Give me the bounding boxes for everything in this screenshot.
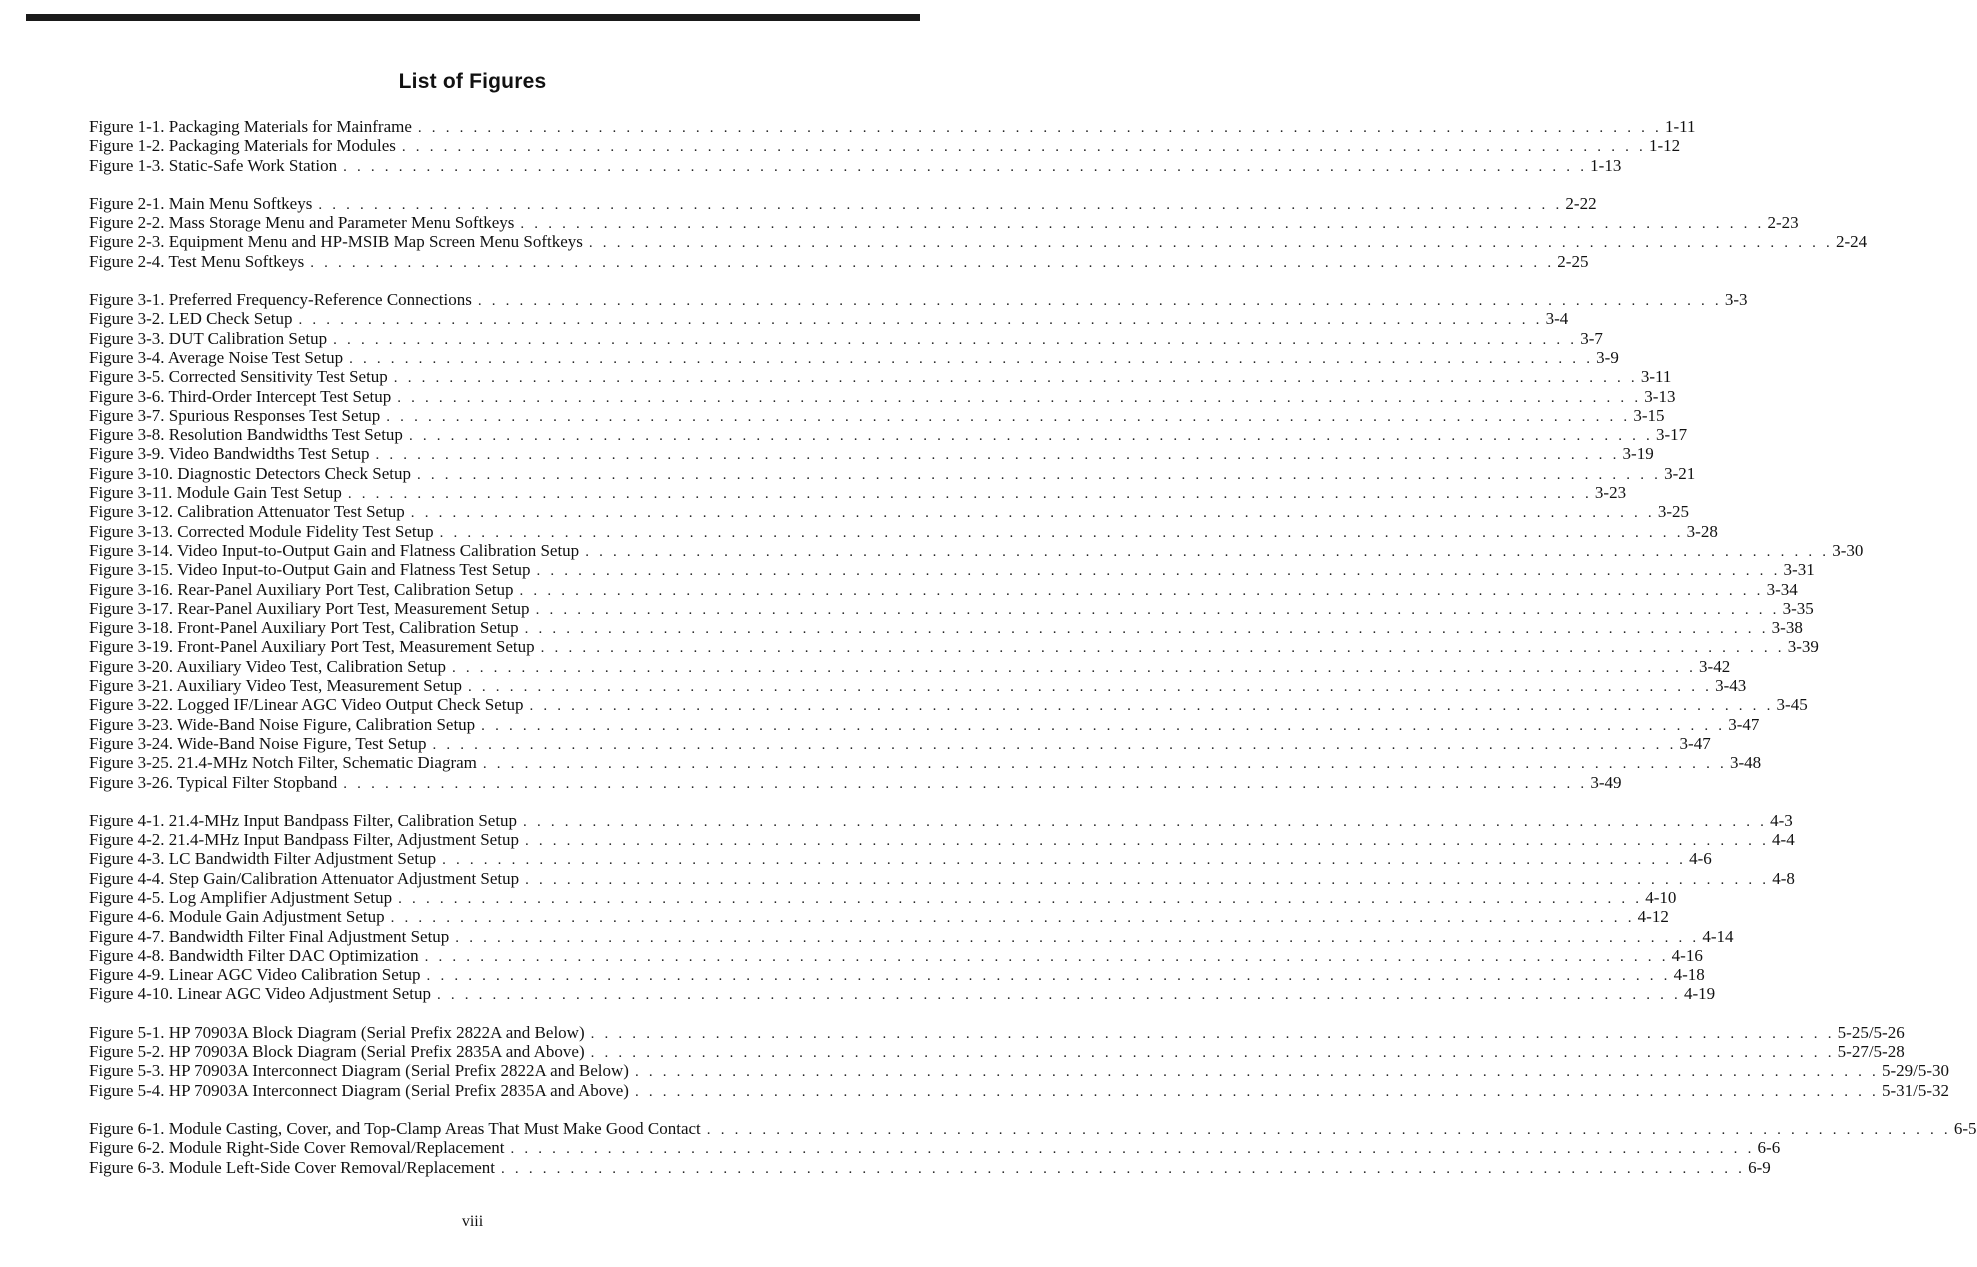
figure-entry[interactable] [89,1138,1781,1158]
figure-entry[interactable] [89,444,1654,464]
figure-label: Figure 4-8. Bandwidth Filter DAC Optimization [89,945,419,965]
dot-leader: . . . . . . . . . . . . . . . . . . . . . . . . . . . . . . . . . . . . . . . . . . . . . . . . . . . . . . . . . . . . . . . . . . . . . . . . . . . . . . . . . . . . . . . . . . [424,948,1669,965]
figure-label: Figure 3-5. Corrected Sensitivity Test Setup [89,367,388,387]
figure-label: Figure 3-3. DUT Calibration Setup [89,328,328,348]
figure-entry[interactable] [89,425,1688,445]
figure-page-ref: 4-6 [1689,849,1712,869]
figure-entry[interactable] [89,656,1731,676]
figure-page-ref: 2-22 [1565,193,1597,213]
figure-page-ref: 3-13 [1644,386,1676,406]
dot-leader: . . . . . . . . . . . . . . . . . . . . . . . . . . . . . . . . . . . . . . . . . . . . . . . . . . . . . . . . . . . . . . . . . . . . . . . . . . . . . . . . . . . . . . . . . . [333,331,1578,348]
figure-page-ref: 3-48 [1729,753,1762,773]
figure-entry[interactable] [89,290,1748,310]
figure-entry[interactable] [89,849,1712,869]
dot-leader: . . . . . . . . . . . . . . . . . . . . . . . . . . . . . . . . . . . . . . . . . . . . . . . . . . . . . . . . . . . . . . . . . . . . . . . . . . . . . . . . . . . . . . . . . . [318,196,1563,213]
figure-group [89,290,1864,792]
figure-label: Figure 3-12. Calibration Attenuator Test Setup [89,502,405,522]
figure-entry[interactable] [89,328,1603,348]
figure-label: Figure 6-2. Module Right-Side Cover Removal/Replacement [89,1138,505,1158]
figure-entry[interactable] [89,386,1676,406]
dot-leader: . . . . . . . . . . . . . . . . . . . . . . . . . . . . . . . . . . . . . . . . . . . . . . . . . . . . . . . . . . . . . . . . . . . . . . . . . . . . . . . . . . . . . . . . . . [393,370,1638,387]
dot-leader: . . . . . . . . . . . . . . . . . . . . . . . . . . . . . . . . . . . . . . . . . . . . . . . . . . . . . . . . . . . . . . . . . . . . . . . . . . . . . . . . . . . . . . . . . . [432,736,1677,753]
figure-page-ref: 3-19 [1622,444,1654,464]
figure-group [89,1118,1977,1177]
figure-label: Figure 3-19. Front-Panel Auxiliary Port Test, Measurement Setup [89,637,535,657]
figure-entry[interactable] [89,521,1718,541]
figure-label: Figure 4-7. Bandwidth Filter Final Adjustment Setup [89,926,450,946]
dot-leader: . . . . . . . . . . . . . . . . . . . . . . . . . . . . . . . . . . . . . . . . . . . . . . . . . . . . . . . . . . . . . . . . . . . . . . . . . . . . . . . . . . . . . . . . . . [536,563,1781,580]
figure-label: Figure 4-10. Linear AGC Video Adjustment Setup [89,984,431,1004]
figure-label: Figure 3-22. Logged IF/Linear AGC Video Output Check Setup [89,695,524,715]
figure-label: Figure 3-9. Video Bandwidths Test Setup [89,444,370,464]
dot-leader: . . . . . . . . . . . . . . . . . . . . . . . . . . . . . . . . . . . . . . . . . . . . . . . . . . . . . . . . . . . . . . . . . . . . . . . . . . . . . . . . . . . . . . . . . . [706,1121,1951,1138]
dot-leader: . . . . . . . . . . . . . . . . . . . . . . . . . . . . . . . . . . . . . . . . . . . . . . . . . . . . . . . . . . . . . . . . . . . . . . . . . . . . . . . . . . . . . . . . . . [482,756,1727,773]
figure-label: Figure 4-3. LC Bandwidth Filter Adjustment Setup [89,849,437,869]
figure-page-ref: 4-19 [1684,984,1716,1004]
dot-leader: . . . . . . . . . . . . . . . . . . . . . . . . . . . . . . . . . . . . . . . . . . . . . . . . . . . . . . . . . . . . . . . . . . . . . . . . . . . . . . . . . . . . . . . . . . [397,389,1642,406]
figure-label: Figure 3-2. LED Check Setup [89,309,293,329]
figure-label: Figure 3-14. Video Input-to-Output Gain and Flatness Calibration Setup [89,540,580,560]
figure-page-ref: 6-6 [1757,1138,1781,1158]
dot-leader: . . . . . . . . . . . . . . . . . . . . . . . . . . . . . . . . . . . . . . . . . . . . . . . . . . . . . . . . . . . . . . . . . . . . . . . . . . . . . . . . . . . . . . . . . . [417,466,1662,483]
figure-page-ref: 4-12 [1637,907,1669,927]
figure-label: Figure 4-9. Linear AGC Video Calibration Setup [89,965,421,985]
figure-entry[interactable] [89,483,1627,503]
dot-leader: . . . . . . . . . . . . . . . . . . . . . . . . . . . . . . . . . . . . . . . . . . . . . . . . . . . . . . . . . . . . . . . . . . . . . . . . . . . . . . . . . . . . . . . . . . [519,582,1764,599]
dot-leader: . . . . . . . . . . . . . . . . . . . . . . . . . . . . . . . . . . . . . . . . . . . . . . . . . . . . . . . . . . . . . . . . . . . . . . . . . . . . . . . . . . . . . . . . . . [401,139,1646,156]
figure-entry[interactable] [89,1042,1905,1062]
figure-page-ref: 6-9 [1748,1157,1771,1177]
figure-label: Figure 6-1. Module Casting, Cover, and Top-Clamp Areas That Must Make Good Contact [89,1118,701,1138]
figure-page-ref: 2-25 [1557,251,1589,271]
dot-leader: . . . . . . . . . . . . . . . . . . . . . . . . . . . . . . . . . . . . . . . . . . . . . . . . . . . . . . . . . . . . . . . . . . . . . . . . . . . . . . . . . . . . . . . . . . [426,968,1671,985]
figure-page-ref: 1-11 [1664,117,1696,136]
figure-label: Figure 3-6. Third-Order Intercept Test Setup [89,386,392,406]
figure-entry[interactable] [89,945,1703,965]
dot-leader: . . . . . . . . . . . . . . . . . . . . . . . . . . . . . . . . . . . . . . . . . . . . . . . . . . . . . . . . . . . . . . . . . . . . . . . . . . . . . . . . . . . . . . . . . . [590,1025,1835,1042]
dot-leader: . . . . . . . . . . . . . . . . . . . . . . . . . . . . . . . . . . . . . . . . . . . . . . . . . . . . . . . . . . . . . . . . . . . . . . . . . . . . . . . . . . . . . . . . . . [634,1064,1880,1081]
figure-entry[interactable] [89,926,1734,946]
figure-page-ref: 2-24 [1835,232,1868,252]
figure-label: Figure 5-1. HP 70903A Block Diagram (Serial Prefix 2822A and Below) [89,1022,585,1042]
figure-label: Figure 3-20. Auxiliary Video Test, Calibration Setup [89,656,446,676]
figure-entry[interactable] [89,714,1760,734]
figure-page-ref: 3-35 [1782,598,1814,618]
figure-entry[interactable] [89,1061,1950,1081]
figure-entry[interactable] [89,810,1793,830]
figure-entry[interactable] [89,540,1864,560]
figure-entry[interactable] [89,887,1677,907]
figure-page-ref: 3-11 [1640,367,1672,387]
figure-page-ref: 4-4 [1772,830,1795,850]
dot-leader: . . . . . . . . . . . . . . . . . . . . . . . . . . . . . . . . . . . . . . . . . . . . . . . . . . . . . . . . . . . . . . . . . . . . . . . . . . . . . . . . . . . . . . . . . . [436,987,1682,1004]
figure-label: Figure 3-1. Preferred Frequency-Reference Connections [89,290,472,310]
dot-leader: . . . . . . . . . . . . . . . . . . . . . . . . . . . . . . . . . . . . . . . . . . . . . . . . . . . . . . . . . . . . . . . . . . . . . . . . . . . . . . . . . . . . . . . . . . [343,775,1588,792]
figure-page-ref: 3-39 [1787,637,1819,657]
page-title: List of Figures [398,70,547,93]
dot-leader: . . . . . . . . . . . . . . . . . . . . . . . . . . . . . . . . . . . . . . . . . . . . . . . . . . . . . . . . . . . . . . . . . . . . . . . . . . . . . . . . . . . . . . . . . . [417,120,1662,136]
dot-leader: . . . . . . . . . . . . . . . . . . . . . . . . . . . . . . . . . . . . . . . . . . . . . . . . . . . . . . . . . . . . . . . . . . . . . . . . . . . . . . . . . . . . . . . . . . [481,717,1726,734]
figure-label: Figure 3-24. Wide-Band Noise Figure, Test Setup [89,733,427,753]
figure-label: Figure 4-2. 21.4-MHz Input Bandpass Filter, Adjustment Setup [89,830,519,850]
figure-page-ref: 4-8 [1772,868,1795,888]
figure-label: Figure 1-3. Static-Safe Work Station [89,155,338,175]
figure-page-ref: 3-15 [1633,405,1665,425]
figure-page-ref: 3-23 [1594,483,1627,503]
figure-label: Figure 5-2. HP 70903A Block Diagram (Serial Prefix 2835A and Above) [89,1042,585,1062]
figure-page-ref: 5-29/5-30 [1882,1061,1950,1081]
figure-label: Figure 3-11. Module Gain Test Setup [89,483,342,503]
dot-leader: . . . . . . . . . . . . . . . . . . . . . . . . . . . . . . . . . . . . . . . . . . . . . . . . . . . . . . . . . . . . . . . . . . . . . . . . . . . . . . . . . . . . . . . . . . [390,910,1635,927]
figure-label: Figure 5-3. HP 70903A Interconnect Diagram (Serial Prefix 2822A and Below) [89,1061,629,1081]
figure-page-ref: 3-17 [1656,425,1688,445]
figure-page-ref: 2-23 [1767,213,1799,233]
figure-list [89,117,1977,1196]
figure-entry[interactable] [89,830,1795,850]
figure-group [89,1022,1950,1100]
figure-page-ref: 3-3 [1724,290,1748,310]
figure-page-ref: 3-21 [1664,463,1696,483]
figure-entry[interactable] [89,309,1569,329]
figure-page-ref: 3-4 [1545,309,1569,329]
figure-page-ref: 3-34 [1766,579,1798,599]
figure-page-ref: 4-18 [1673,965,1705,985]
figure-label: Figure 1-1. Packaging Materials for Mainframe [89,117,412,136]
figure-page-ref: 4-14 [1702,926,1734,946]
dot-leader: . . . . . . . . . . . . . . . . . . . . . . . . . . . . . . . . . . . . . . . . . . . . . . . . . . . . . . . . . . . . . . . . . . . . . . . . . . . . . . . . . . . . . . . . . . [349,350,1594,367]
figure-entry[interactable] [89,676,1747,696]
dot-leader: . . . . . . . . . . . . . . . . . . . . . . . . . . . . . . . . . . . . . . . . . . . . . . . . . . . . . . . . . . . . . . . . . . . . . . . . . . . . . . . . . . . . . . . . . . [455,929,1700,946]
figure-label: Figure 3-17. Rear-Panel Auxiliary Port Test, Measurement Setup [89,598,530,618]
dot-leader: . . . . . . . . . . . . . . . . . . . . . . . . . . . . . . . . . . . . . . . . . . . . . . . . . . . . . . . . . . . . . . . . . . . . . . . . . . . . . . . . . . . . . . . . . . [524,621,1769,638]
figure-label: Figure 4-5. Log Amplifier Adjustment Setup [89,887,393,907]
figure-page-ref: 3-47 [1679,733,1711,753]
figure-entry[interactable] [89,1118,1977,1138]
figure-page-ref: 3-25 [1657,502,1690,522]
figure-entry[interactable] [89,753,1762,773]
figure-label: Figure 3-10. Diagnostic Detectors Check Setup [89,463,411,483]
dot-leader: . . . . . . . . . . . . . . . . . . . . . . . . . . . . . . . . . . . . . . . . . . . . . . . . . . . . . . . . . . . . . . . . . . . . . . . . . . . . . . . . . . . . . . . . . . [590,1045,1835,1062]
figure-label: Figure 3-16. Rear-Panel Auxiliary Port Test, Calibration Setup [89,579,514,599]
dot-leader: . . . . . . . . . . . . . . . . . . . . . . . . . . . . . . . . . . . . . . . . . . . . . . . . . . . . . . . . . . . . . . . . . . . . . . . . . . . . . . . . . . . . . . . . . . [347,486,1592,503]
figure-page-ref: 5-27/5-28 [1837,1042,1905,1062]
figure-page-ref: 4-16 [1671,945,1703,965]
figure-label: Figure 3-23. Wide-Band Noise Figure, Calibration Setup [89,714,476,734]
figure-entry[interactable] [89,965,1705,985]
figure-label: Figure 3-18. Front-Panel Auxiliary Port Test, Calibration Setup [89,618,519,638]
figure-entry[interactable] [89,1080,1950,1100]
dot-leader: . . . . . . . . . . . . . . . . . . . . . . . . . . . . . . . . . . . . . . . . . . . . . . . . . . . . . . . . . . . . . . . . . . . . . . . . . . . . . . . . . . . . . . . . . . [310,254,1555,271]
dot-leader: . . . . . . . . . . . . . . . . . . . . . . . . . . . . . . . . . . . . . . . . . . . . . . . . . . . . . . . . . . . . . . . . . . . . . . . . . . . . . . . . . . . . . . . . . . [529,698,1774,715]
figure-label: Figure 2-2. Mass Storage Menu and Parameter Menu Softkeys [89,213,515,233]
page-number: viii [461,1213,484,1230]
figure-entry[interactable] [89,347,1619,367]
figure-entry[interactable] [89,213,1799,233]
dot-leader: . . . . . . . . . . . . . . . . . . . . . . . . . . . . . . . . . . . . . . . . . . . . . . . . . . . . . . . . . . . . . . . . . . . . . . . . . . . . . . . . . . . . . . . . . . [451,659,1697,676]
figure-entry[interactable] [89,136,1681,156]
figure-entry[interactable] [89,984,1716,1004]
figure-page-ref: 3-9 [1596,347,1619,367]
dot-leader: . . . . . . . . . . . . . . . . . . . . . . . . . . . . . . . . . . . . . . . . . . . . . . . . . . . . . . . . . . . . . . . . . . . . . . . . . . . . . . . . . . . . . . . . . . [524,833,1770,850]
figure-entry[interactable] [89,117,1696,136]
figure-group [89,810,1795,1004]
dot-leader: . . . . . . . . . . . . . . . . . . . . . . . . . . . . . . . . . . . . . . . . . . . . . . . . . . . . . . . . . . . . . . . . . . . . . . . . . . . . . . . . . . . . . . . . . . [343,158,1588,175]
dot-leader: . . . . . . . . . . . . . . . . . . . . . . . . . . . . . . . . . . . . . . . . . . . . . . . . . . . . . . . . . . . . . . . . . . . . . . . . . . . . . . . . . . . . . . . . . . [525,871,1770,888]
figure-entry[interactable] [89,367,1672,387]
dot-leader: . . . . . . . . . . . . . . . . . . . . . . . . . . . . . . . . . . . . . . . . . . . . . . . . . . . . . . . . . . . . . . . . . . . . . . . . . . . . . . . . . . . . . . . . . . [410,505,1655,522]
dot-leader: . . . . . . . . . . . . . . . . . . . . . . . . . . . . . . . . . . . . . . . . . . . . . . . . . . . . . . . . . . . . . . . . . . . . . . . . . . . . . . . . . . . . . . . . . . [468,679,1713,696]
figure-entry[interactable] [89,232,1868,252]
figure-page-ref: 3-43 [1715,676,1747,696]
figure-label: Figure 5-4. HP 70903A Interconnect Diagram (Serial Prefix 2835A and Above) [89,1080,629,1100]
figure-group [89,193,1868,271]
figure-label: Figure 4-6. Module Gain Adjustment Setup [89,907,385,927]
figure-entry[interactable] [89,1157,1771,1177]
figure-page-ref: 5-25/5-26 [1837,1022,1905,1042]
figure-entry[interactable] [89,405,1665,425]
figure-label: Figure 6-3. Module Left-Side Cover Removal/Replacement [89,1157,496,1177]
figure-group [89,117,1696,175]
dot-leader: . . . . . . . . . . . . . . . . . . . . . . . . . . . . . . . . . . . . . . . . . . . . . . . . . . . . . . . . . . . . . . . . . . . . . . . . . . . . . . . . . . . . . . . . . . [634,1083,1880,1100]
figure-entry[interactable] [89,251,1589,271]
dot-leader: . . . . . . . . . . . . . . . . . . . . . . . . . . . . . . . . . . . . . . . . . . . . . . . . . . . . . . . . . . . . . . . . . . . . . . . . . . . . . . . . . . . . . . . . . . [510,1141,1755,1158]
dot-leader: . . . . . . . . . . . . . . . . . . . . . . . . . . . . . . . . . . . . . . . . . . . . . . . . . . . . . . . . . . . . . . . . . . . . . . . . . . . . . . . . . . . . . . . . . . [477,293,1722,310]
figure-entry[interactable] [89,502,1690,522]
dot-leader: . . . . . . . . . . . . . . . . . . . . . . . . . . . . . . . . . . . . . . . . . . . . . . . . . . . . . . . . . . . . . . . . . . . . . . . . . . . . . . . . . . . . . . . . . . [398,890,1643,907]
figure-label: Figure 3-21. Auxiliary Video Test, Measurement Setup [89,676,462,696]
dot-leader: . . . . . . . . . . . . . . . . . . . . . . . . . . . . . . . . . . . . . . . . . . . . . . . . . . . . . . . . . . . . . . . . . . . . . . . . . . . . . . . . . . . . . . . . . . [408,428,1653,445]
figure-label: Figure 3-25. 21.4-MHz Notch Filter, Schematic Diagram [89,753,477,773]
figure-label: Figure 3-7. Spurious Responses Test Setup [89,405,381,425]
dot-leader: . . . . . . . . . . . . . . . . . . . . . . . . . . . . . . . . . . . . . . . . . . . . . . . . . . . . . . . . . . . . . . . . . . . . . . . . . . . . . . . . . . . . . . . . . . [535,601,1780,618]
figure-page-ref: 6-5 [1953,1118,1977,1138]
figure-page-ref: 4-10 [1645,887,1677,907]
dot-leader: . . . . . . . . . . . . . . . . . . . . . . . . . . . . . . . . . . . . . . . . . . . . . . . . . . . . . . . . . . . . . . . . . . . . . . . . . . . . . . . . . . . . . . . . . . [442,852,1687,869]
figure-page-ref: 3-28 [1686,521,1718,541]
figure-entry[interactable] [89,560,1815,580]
figure-label: Figure 4-4. Step Gain/Calibration Attenuator Adjustment Setup [89,868,520,888]
figure-entry[interactable] [89,155,1622,175]
figure-label: Figure 2-1. Main Menu Softkeys [89,193,313,213]
figure-page-ref: 3-7 [1580,328,1603,348]
dot-leader: . . . . . . . . . . . . . . . . . . . . . . . . . . . . . . . . . . . . . . . . . . . . . . . . . . . . . . . . . . . . . . . . . . . . . . . . . . . . . . . . . . . . . . . . . . [520,216,1765,233]
figure-entry[interactable] [89,598,1814,618]
figure-page-ref: 3-38 [1771,618,1803,638]
figure-entry[interactable] [89,463,1696,483]
dot-leader: . . . . . . . . . . . . . . . . . . . . . . . . . . . . . . . . . . . . . . . . . . . . . . . . . . . . . . . . . . . . . . . . . . . . . . . . . . . . . . . . . . . . . . . . . . [439,524,1684,541]
dot-leader: . . . . . . . . . . . . . . . . . . . . . . . . . . . . . . . . . . . . . . . . . . . . . . . . . . . . . . . . . . . . . . . . . . . . . . . . . . . . . . . . . . . . . . . . . . [375,447,1620,464]
figure-label: Figure 1-2. Packaging Materials for Modules [89,136,396,156]
dot-leader: . . . . . . . . . . . . . . . . . . . . . . . . . . . . . . . . . . . . . . . . . . . . . . . . . . . . . . . . . . . . . . . . . . . . . . . . . . . . . . . . . . . . . . . . . . [585,543,1830,560]
figure-page-ref: 1-12 [1648,136,1681,156]
figure-page-ref: 1-13 [1590,155,1622,175]
figure-entry[interactable] [89,868,1795,888]
figure-label: Figure 2-4. Test Menu Softkeys [89,251,305,271]
dot-leader: . . . . . . . . . . . . . . . . . . . . . . . . . . . . . . . . . . . . . . . . . . . . . . . . . . . . . . . . . . . . . . . . . . . . . . . . . . . . . . . . . . . . . . . . . . [540,640,1785,657]
figure-page-ref: 3-31 [1783,560,1815,580]
figure-entry[interactable] [89,193,1597,213]
dot-leader: . . . . . . . . . . . . . . . . . . . . . . . . . . . . . . . . . . . . . . . . . . . . . . . . . . . . . . . . . . . . . . . . . . . . . . . . . . . . . . . . . . . . . . . . . . [523,813,1768,830]
figure-page-ref: 3-45 [1776,695,1808,715]
dot-leader: . . . . . . . . . . . . . . . . . . . . . . . . . . . . . . . . . . . . . . . . . . . . . . . . . . . . . . . . . . . . . . . . . . . . . . . . . . . . . . . . . . . . . . . . . . [386,408,1631,425]
figure-entry[interactable] [89,772,1622,792]
dot-leader: . . . . . . . . . . . . . . . . . . . . . . . . . . . . . . . . . . . . . . . . . . . . . . . . . . . . . . . . . . . . . . . . . . . . . . . . . . . . . . . . . . . . . . . . . . [298,312,1543,329]
figure-page-ref: 3-47 [1728,714,1760,734]
figure-label: Figure 3-8. Resolution Bandwidths Test Setup [89,425,403,445]
dot-leader: . . . . . . . . . . . . . . . . . . . . . . . . . . . . . . . . . . . . . . . . . . . . . . . . . . . . . . . . . . . . . . . . . . . . . . . . . . . . . . . . . . . . . . . . . . [588,235,1833,252]
figure-label: Figure 3-26. Typical Filter Stopband [89,772,338,792]
figure-label: Figure 2-3. Equipment Menu and HP-MSIB Map Screen Menu Softkeys [89,232,583,252]
figure-entry[interactable] [89,1022,1905,1042]
top-rule [26,14,920,21]
figure-entry[interactable] [89,579,1798,599]
figure-page-ref: 3-42 [1699,656,1731,676]
figure-page-ref: 4-3 [1770,810,1793,830]
dot-leader: . . . . . . . . . . . . . . . . . . . . . . . . . . . . . . . . . . . . . . . . . . . . . . . . . . . . . . . . . . . . . . . . . . . . . . . . . . . . . . . . . . . . . . . . . . [501,1160,1746,1177]
figure-entry[interactable] [89,618,1803,638]
figure-page-ref: 3-30 [1832,540,1864,560]
figure-entry[interactable] [89,637,1819,657]
figure-page-ref: 5-31/5-32 [1882,1080,1950,1100]
figure-label: Figure 3-4. Average Noise Test Setup [89,347,344,367]
figure-page-ref: 3-49 [1590,772,1622,792]
figure-label: Figure 4-1. 21.4-MHz Input Bandpass Filter, Calibration Setup [89,810,518,830]
figure-entry[interactable] [89,907,1669,927]
figure-label: Figure 3-15. Video Input-to-Output Gain and Flatness Test Setup [89,560,531,580]
figure-entry[interactable] [89,733,1711,753]
figure-entry[interactable] [89,695,1808,715]
figure-label: Figure 3-13. Corrected Module Fidelity Test Setup [89,521,434,541]
